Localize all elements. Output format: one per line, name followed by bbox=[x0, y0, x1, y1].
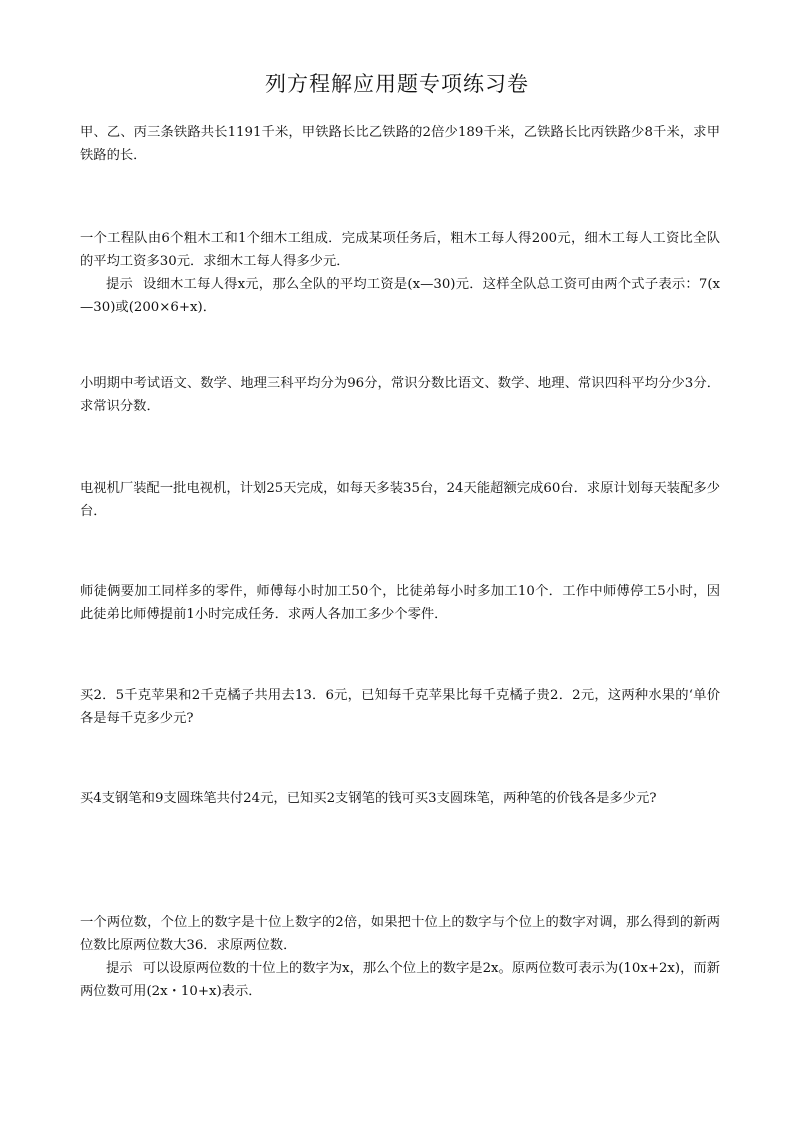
problem-3-text: 小明期中考试语文、数学、地理三科平均分为96分，常识分数比语文、数学、地理、常识四科平均分少3分．求常识分数． bbox=[80, 376, 720, 414]
problem-2 bbox=[80, 227, 720, 319]
problem-7-text: 买4支钢笔和9支圆珠笔共付24元，已知买2支钢笔的钱可买3支圆珠笔，两种笔的价钱各是多少元? bbox=[80, 791, 657, 806]
problem-3 bbox=[80, 372, 720, 418]
problem-6 bbox=[80, 684, 720, 730]
problem-1-text: 甲、乙、丙三条铁路共长1191千米，甲铁路长比乙铁路的2倍少189千米，乙铁路长比丙铁路少8千米，求甲铁路的长． bbox=[80, 125, 720, 163]
problem-4 bbox=[80, 477, 720, 523]
hint-label: 提示 bbox=[106, 277, 134, 292]
problem-5-text: 师徒俩要加工同样多的零件，师傅每小时加工50个，比徒弟每小时多加工10个．工作中师傅停工5小时，因此徒弟比师傅提前1小时完成任务．求两人各加工多少个零件． bbox=[80, 584, 720, 622]
hint-label: 提示 bbox=[106, 961, 133, 976]
problem-5 bbox=[80, 580, 720, 626]
problem-7 bbox=[80, 787, 720, 810]
problem-8-hint bbox=[80, 957, 720, 1003]
problem-8 bbox=[80, 911, 720, 1003]
page-title: 列方程解应用题专项练习卷 bbox=[265, 72, 529, 96]
problem-8-text: 一个两位数，个位上的数字是十位上数字的2倍，如果把十位上的数字与个位上的数字对调，那么得到的新两位数比原两位数大36．求原两位数． bbox=[80, 915, 720, 953]
problem-6-text: 买2．5千克苹果和2千克橘子共用去13．6元，已知每千克苹果比每千克橘子贵2．2元，这两种水果的‘单价各是每千克多少元? bbox=[80, 688, 720, 726]
hint-text: 可以设原两位数的十位上的数字为x，那么个位上的数字是2x。原两位数可表示为(10x+2x)，而新两位数可用(2x・10+x)表示． bbox=[80, 961, 721, 999]
problem-1 bbox=[80, 121, 720, 167]
problem-4-text: 电视机厂装配一批电视机，计划25天完成，如每天多装35台，24天能超额完成60台．求原计划每天装配多少台． bbox=[80, 481, 720, 519]
hint-text: 设细木工每人得x元，那么全队的平均工资是(x—30)元．这样全队总工资可由两个式子表示：7(x—30)或(200×6+x)． bbox=[80, 277, 720, 315]
problem-2-text: 一个工程队由6个粗木工和1个细木工组成．完成某项任务后，粗木工每人得200元，细木工每人工资比全队的平均工资多30元．求细木工每人得多少元． bbox=[80, 231, 720, 269]
problem-2-hint bbox=[80, 273, 720, 319]
